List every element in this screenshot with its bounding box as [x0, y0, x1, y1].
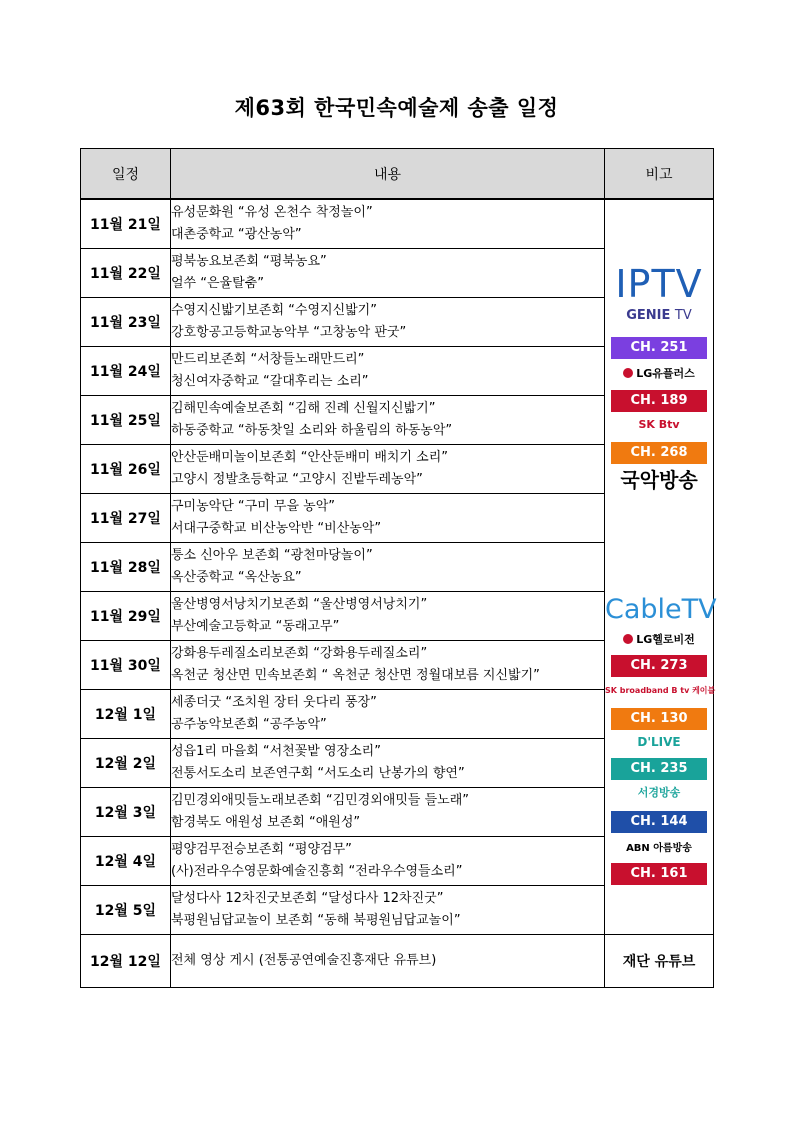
content-line: 만드리보존회 “서창들노래만드리”	[171, 352, 365, 367]
content-line: 전통서도소리 보존연구회 “서도소리 난봉가의 향연”	[171, 766, 465, 781]
content-line: 달성다사 12차진굿보존회 “달성다사 12차진굿”	[171, 891, 444, 906]
row-date: 11월 24일	[81, 347, 171, 396]
row-date: 12월 4일	[81, 837, 171, 886]
header-note: 비고	[605, 149, 714, 200]
row-content	[171, 445, 605, 494]
row-content	[171, 690, 605, 739]
channel-badge-251: CH. 251	[611, 337, 707, 359]
lg-hello-text: LG헬로비전	[636, 633, 695, 646]
row-content	[171, 543, 605, 592]
row-content	[171, 249, 605, 298]
channel-badge-268: CH. 268	[611, 442, 707, 464]
row-content	[171, 739, 605, 788]
row-date: 11월 22일	[81, 249, 171, 298]
row-content	[171, 494, 605, 543]
genie-tv-text: TV	[674, 308, 692, 323]
schedule-table	[80, 148, 717, 988]
iptv-logo: IPTV	[615, 262, 703, 306]
row-date: 11월 26일	[81, 445, 171, 494]
content-line: 함경북도 애원성 보존회 “애원성”	[171, 815, 361, 830]
row-content	[171, 641, 605, 690]
channel-badge-235: CH. 235	[611, 758, 707, 780]
content-line: 강호항공고등학교농악부 “고창농악 판굿”	[171, 325, 407, 340]
content-line: 옥산중학교 “옥산농요”	[171, 570, 302, 585]
row-date: 12월 5일	[81, 886, 171, 935]
lg-uplus-logo	[605, 365, 713, 381]
row-content	[171, 837, 605, 886]
content-line: 고양시 정발초등학교 “고양시 진밭두레농악”	[171, 472, 423, 487]
content-line: 강화용두레질소리보존회 “강화용두레질소리”	[171, 646, 428, 661]
channel-panel	[605, 200, 717, 900]
content-line: 성읍1리 마을회 “서천꽃밭 영장소리”	[171, 744, 381, 759]
row-date: 12월 1일	[81, 690, 171, 739]
channel-note-cell	[605, 199, 717, 935]
content-line: (사)전라우수영문화예술진흥회 “전라우수영들소리”	[171, 864, 463, 879]
content-line: 울산병영서낭치기보존회 “울산병영서낭치기”	[171, 597, 428, 612]
gugak-logo: 국악방송	[620, 468, 698, 492]
abn-logo: ABN 아름방송	[626, 843, 692, 854]
content-line: 옥천군 청산면 민속보존회 “ 옥천군 청산면 정월대보름 지신밟기”	[171, 668, 540, 683]
content-line: 유성문화원 “유성 온천수 착정놀이”	[171, 205, 373, 220]
channel-badge-189: CH. 189	[611, 390, 707, 412]
table-row-final	[81, 935, 714, 988]
row-content	[171, 199, 605, 249]
content-line: 김해민속예술보존회 “김해 진례 신월지신밟기”	[171, 401, 436, 416]
row-date: 11월 30일	[81, 641, 171, 690]
lg-logo-icon	[623, 634, 633, 644]
row-content	[171, 396, 605, 445]
content-line: 서대구중학교 비산농악반 “비산농악”	[171, 521, 382, 536]
sk-broadband-logo: SK broadband B tv 케이블	[605, 686, 716, 695]
row-content	[171, 298, 605, 347]
channel-badge-161: CH. 161	[611, 863, 707, 885]
genie-text: GENIE	[626, 308, 671, 323]
sk-btv-logo: SK Btv	[638, 418, 680, 431]
table-body	[81, 199, 717, 935]
seokyung-logo: 서경방송	[637, 786, 681, 799]
content-line: 평북농요보존회 “평북농요”	[171, 254, 327, 269]
content-line: 부산예술고등학교 “동래고무”	[171, 619, 340, 634]
row-content	[171, 788, 605, 837]
page-title: 제63회 한국민속예술제 송출 일정	[234, 96, 559, 120]
row-date: 11월 25일	[81, 396, 171, 445]
content-line: 청신여자중학교 “갈대후리는 소리”	[171, 374, 369, 389]
row-date: 11월 29일	[81, 592, 171, 641]
final-row-content: 전체 영상 게시 (전통공연예술진흥재단 유튜브)	[171, 935, 605, 988]
row-date: 11월 27일	[81, 494, 171, 543]
content-line: 안산둔배미놀이보존회 “안산둔배미 배치기 소리”	[171, 450, 449, 465]
content-line: 퉁소 신아우 보존회 “광천마당놀이”	[171, 548, 373, 563]
channel-badge-130: CH. 130	[611, 708, 707, 730]
channel-badge-144: CH. 144	[611, 811, 707, 833]
content-line: 대촌중학교 “광산농악”	[171, 227, 302, 242]
header-date: 일정	[81, 149, 171, 200]
row-date: 12월 2일	[81, 739, 171, 788]
lg-logo-icon	[623, 368, 633, 378]
content-line: 북평원님답교놀이 보존회 “동해 북평원님답교놀이”	[171, 913, 461, 928]
table-row	[81, 199, 714, 249]
header-content: 내용	[171, 149, 605, 200]
table-header-row	[81, 149, 714, 200]
content-line: 평양검무전승보존회 “평양검무”	[171, 842, 352, 857]
content-line: 수영지신밟기보존회 “수영지신밟기”	[171, 303, 377, 318]
channel-badge-273: CH. 273	[611, 655, 707, 677]
cabletv-logo: CableTV	[605, 594, 717, 625]
row-content	[171, 347, 605, 396]
content-line: 공주농악보존회 “공주농악”	[171, 717, 327, 732]
content-line: 구미농악단 “구미 무을 농악”	[171, 499, 336, 514]
final-row-note: 재단 유튜브	[605, 935, 714, 988]
lg-hellovision-logo	[605, 631, 713, 647]
row-date: 11월 21일	[81, 199, 171, 249]
row-content	[171, 592, 605, 641]
row-content	[171, 886, 605, 935]
content-line: 얼쑤 “은율탈춤”	[171, 276, 264, 291]
genie-tv-logo	[605, 308, 713, 323]
lg-uplus-text: LG유플러스	[636, 367, 695, 380]
content-line: 김민경외애밋들노래보존회 “김민경외애밋들 들노래”	[171, 793, 470, 808]
final-row-date: 12월 12일	[81, 935, 171, 988]
content-line: 세종더굿 “조치원 장터 웃다리 풍장”	[171, 695, 377, 710]
row-date: 11월 28일	[81, 543, 171, 592]
dlive-logo: D'LIVE	[637, 735, 681, 749]
content-line: 하동중학교 “하동찻일 소리와 하울림의 하동농악”	[171, 423, 453, 438]
row-date: 11월 23일	[81, 298, 171, 347]
row-date: 12월 3일	[81, 788, 171, 837]
